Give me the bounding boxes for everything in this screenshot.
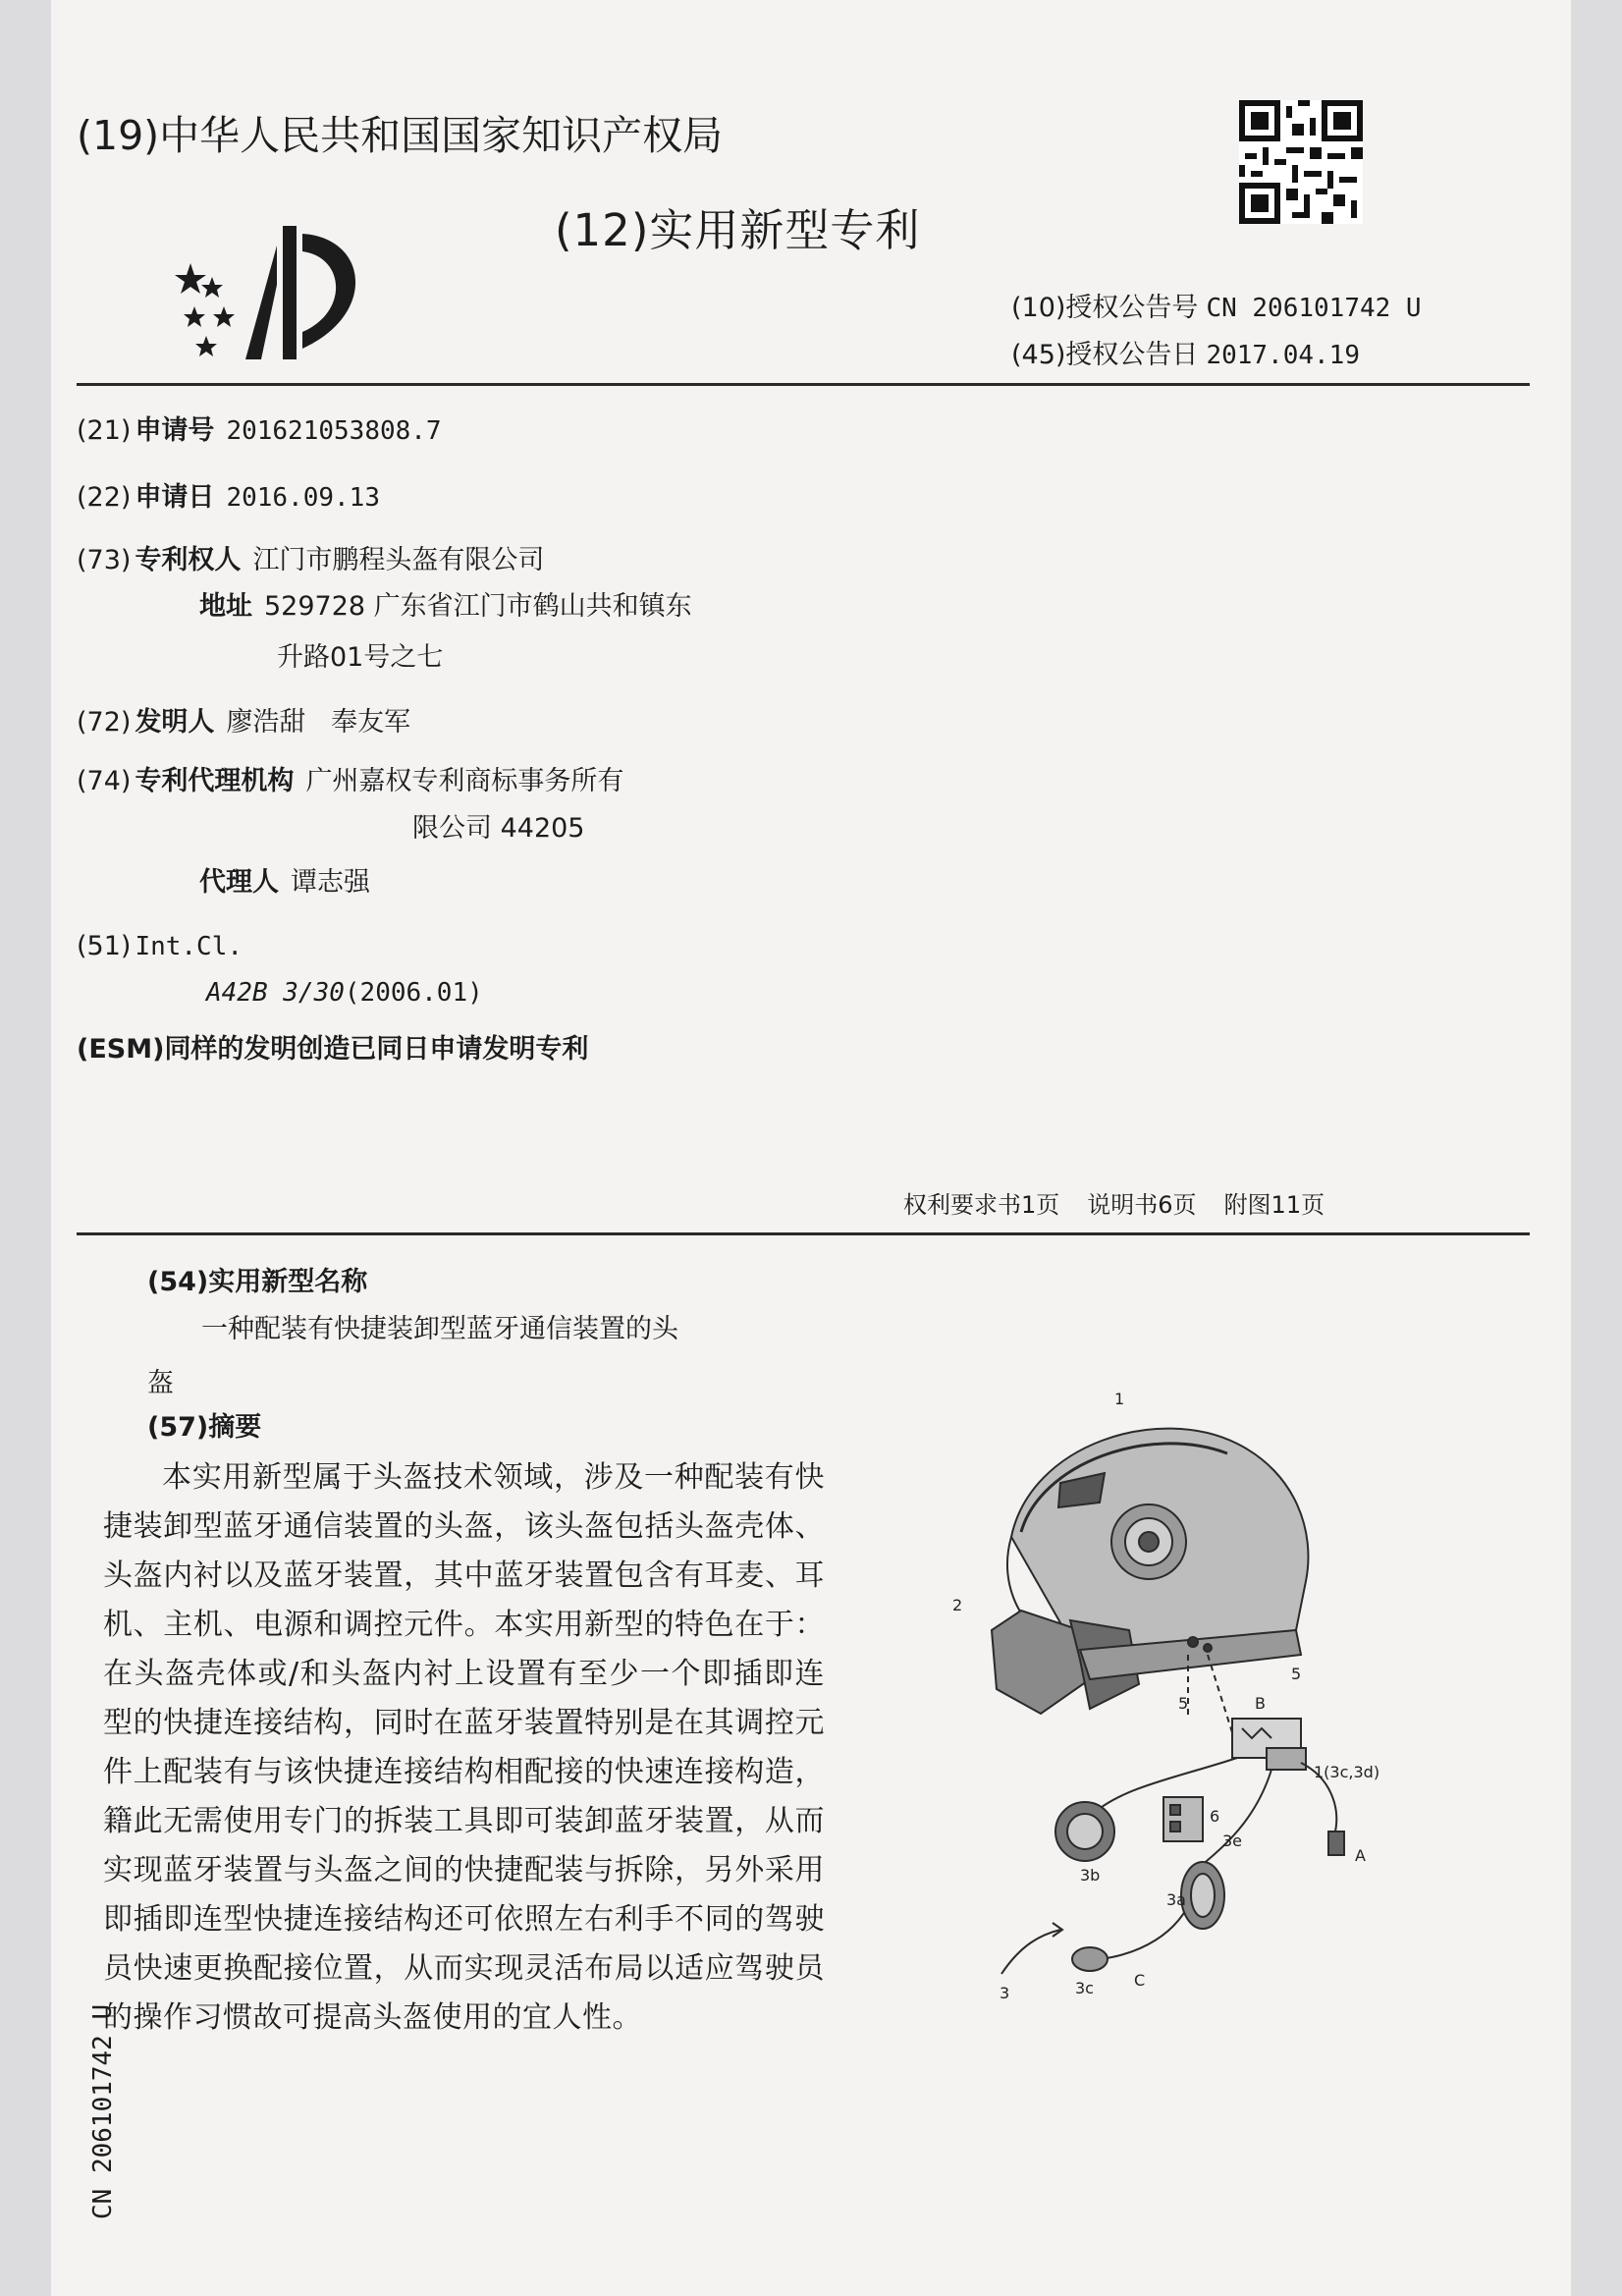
field-patentee: (73) 专利权人 江门市鹏程头盔有限公司 <box>77 545 545 575</box>
pub-number: CN 206101742 U <box>1206 294 1422 323</box>
side-pub-number: CN 206101742 U <box>88 2003 118 2219</box>
ref-6: 6 <box>1210 1807 1220 1826</box>
ref-3b: 3b <box>1080 1866 1101 1885</box>
pub-number-label: (10)授权公告号 <box>1011 293 1199 323</box>
field-address-line2: 升路01号之七 <box>277 642 444 673</box>
ref-A: A <box>1355 1846 1366 1865</box>
document-type: (12)实用新型专利 <box>555 204 921 256</box>
field-ipc-class: A42B 3/30(2006.01) <box>206 978 483 1008</box>
section-rule <box>77 1232 1530 1235</box>
cnipa-emblem <box>167 216 393 363</box>
field-agent: 代理人 谭志强 <box>199 867 370 898</box>
ref-5a: 5 <box>1291 1665 1302 1683</box>
ref-B: B <box>1255 1694 1266 1713</box>
office-name: (19)中华人民共和国国家知识产权局 <box>77 112 724 159</box>
abstract-text: 本实用新型属于头盔技术领域，涉及一种配装有快捷装卸型蓝牙通信装置的头盔，该头盔包括头盔壳体、头盔内衬以及蓝牙装置，其中蓝牙装置包含有耳麦、耳机、主机、电源和调控元件。本实用新型的特色在于：在头盔壳体或/和头盔内衬上设置有至少一个即插即连型的快捷连接结构，同时在蓝牙装置特别是在其调控元件上配装有与该快捷连接结构相配接的快速连接构造，籍此无需使用专门的拆装工具即可装卸蓝牙装置，从而实现蓝牙装置与头盔之间的快捷配装与拆除，另外采用即插即连型快捷连接结构还可依照左右利手不同的驾驶员快速更换配接位置，从而实现灵活布局以适应驾驶员的操作习惯故可提高头盔使用的宜人性。 <box>103 1460 825 2035</box>
helmet-drawing <box>943 1385 1453 2033</box>
field-inventor: (72) 发明人 廖浩甜 奉友军 <box>77 707 411 738</box>
header-rule <box>77 383 1530 386</box>
ref-C: C <box>1134 1971 1146 1990</box>
ref-2: 2 <box>952 1596 963 1614</box>
field-ipc: (51) Int.Cl. <box>77 931 243 961</box>
title-line2: 盔 <box>147 1368 174 1398</box>
ref-1: 1 <box>1114 1390 1125 1408</box>
field-app-date: (22) 申请日 2016.09.13 <box>77 482 380 513</box>
ref-3c: 3c <box>1075 1979 1094 1997</box>
field-esm: (ESM)同样的发明创造已同日申请发明专利 <box>77 1034 589 1065</box>
ref-5b: 5 <box>1178 1694 1189 1713</box>
pub-date-label: (45)授权公告日 <box>1011 340 1199 370</box>
ref-3a: 3a <box>1166 1890 1186 1909</box>
pub-date: 2017.04.19 <box>1206 341 1360 370</box>
title-line1: 一种配装有快捷装卸型蓝牙通信装置的头 <box>201 1314 678 1344</box>
field-agency-line2: 限公司 44205 <box>412 813 585 844</box>
field-app-no: (21) 申请号 201621053808.7 <box>77 415 442 446</box>
field-agency: (74) 专利代理机构 广州嘉权专利商标事务所有 <box>77 766 624 796</box>
page-counts: 权利要求书1页 说明书6页 附图11页 <box>903 1191 1325 1219</box>
title-label: (54)实用新型名称 <box>147 1267 368 1297</box>
ref-3e: 3e <box>1222 1831 1243 1850</box>
pub-date-row <box>1011 342 1360 368</box>
ref-1-3c3d: 1(3c,3d) <box>1314 1763 1380 1781</box>
field-address: 地址 529728 广东省江门市鹤山共和镇东 <box>199 591 692 622</box>
pub-number-row <box>1011 295 1422 321</box>
qr-code <box>1239 100 1363 224</box>
ref-3: 3 <box>1000 1984 1010 2002</box>
abstract-label: (57)摘要 <box>147 1412 262 1443</box>
